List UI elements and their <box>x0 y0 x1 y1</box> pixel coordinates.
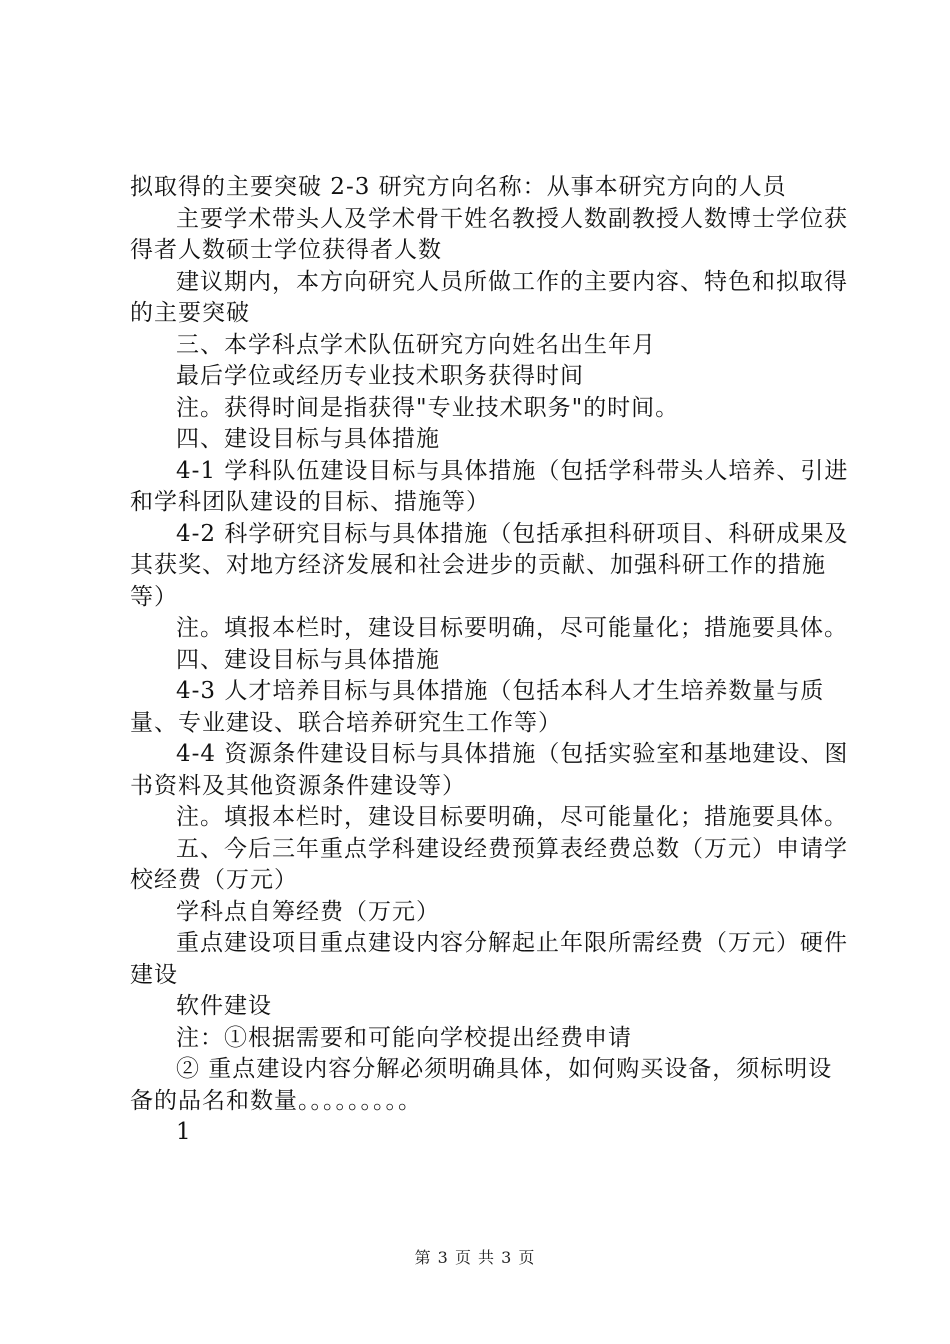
page-footer: 第 3 页 共 3 页 <box>414 1248 536 1267</box>
paragraph: 主要学术带头人及学术骨干姓名教授人数副教授人数博士学位获得者人数硕士学位获得者人数 <box>130 205 848 263</box>
document-body <box>130 172 850 1149</box>
paragraph: 最后学位或经历专业技术职务获得时间 <box>176 363 584 389</box>
paragraph: 4-2 科学研究目标与具体措施（包括承担科研项目、科研成果及其获奖、对地方经济发展和社会进步的贡献、加强科研工作的措施等） <box>130 520 849 610</box>
section-heading: 四、建设目标与具体措施 <box>176 426 440 452</box>
section-heading: 五、今后三年重点学科建设经费预算表经费总数（万元）申请学校经费（万元） <box>130 835 848 893</box>
note-paragraph: 注：①根据需要和可能向学校提出经费申请 <box>176 1024 632 1051</box>
paragraph: 学科点自筹经费（万元） <box>176 898 440 925</box>
paragraph: 三、本学科点学术队伍研究方向姓名出生年月 <box>176 331 656 358</box>
paragraph: 拟取得的主要突破 2-3 研究方向名称：从事本研究方向的人员 <box>130 174 787 200</box>
paragraph: 重点建设项目重点建设内容分解起止年限所需经费（万元）硬件建设 <box>130 930 848 988</box>
paragraph: 4-4 资源条件建设目标与具体措施（包括实验室和基地建设、图书资料及其他资源条件建设等） <box>130 741 849 799</box>
note-paragraph: ② 重点建设内容分解必须明确具体，如何购买设备，须标明设备的品名和数量。。。。。。。。。 <box>130 1056 833 1114</box>
paragraph: 1 <box>176 1119 192 1145</box>
paragraph: 4-3 人才培养目标与具体措施（包括本科人才生培养数量与质量、专业建设、联合培养研究生工作等） <box>130 678 825 736</box>
note-paragraph: 注。填报本栏时，建设目标要明确，尽可能量化；措施要具体。 <box>176 615 848 641</box>
note-paragraph: 注。填报本栏时，建设目标要明确，尽可能量化；措施要具体。 <box>176 804 848 830</box>
paragraph: 4-1 学科队伍建设目标与具体措施（包括学科带头人培养、引进和学科团队建设的目标、措施等） <box>130 457 849 515</box>
paragraph: 建议期内，本方向研究人员所做工作的主要内容、特色和拟取得的主要突破 <box>130 268 848 326</box>
paragraph: 软件建设 <box>176 993 272 1019</box>
paragraph: 注。获得时间是指获得"专业技术职务"的时间。 <box>176 394 680 421</box>
section-heading: 四、建设目标与具体措施 <box>176 646 440 673</box>
